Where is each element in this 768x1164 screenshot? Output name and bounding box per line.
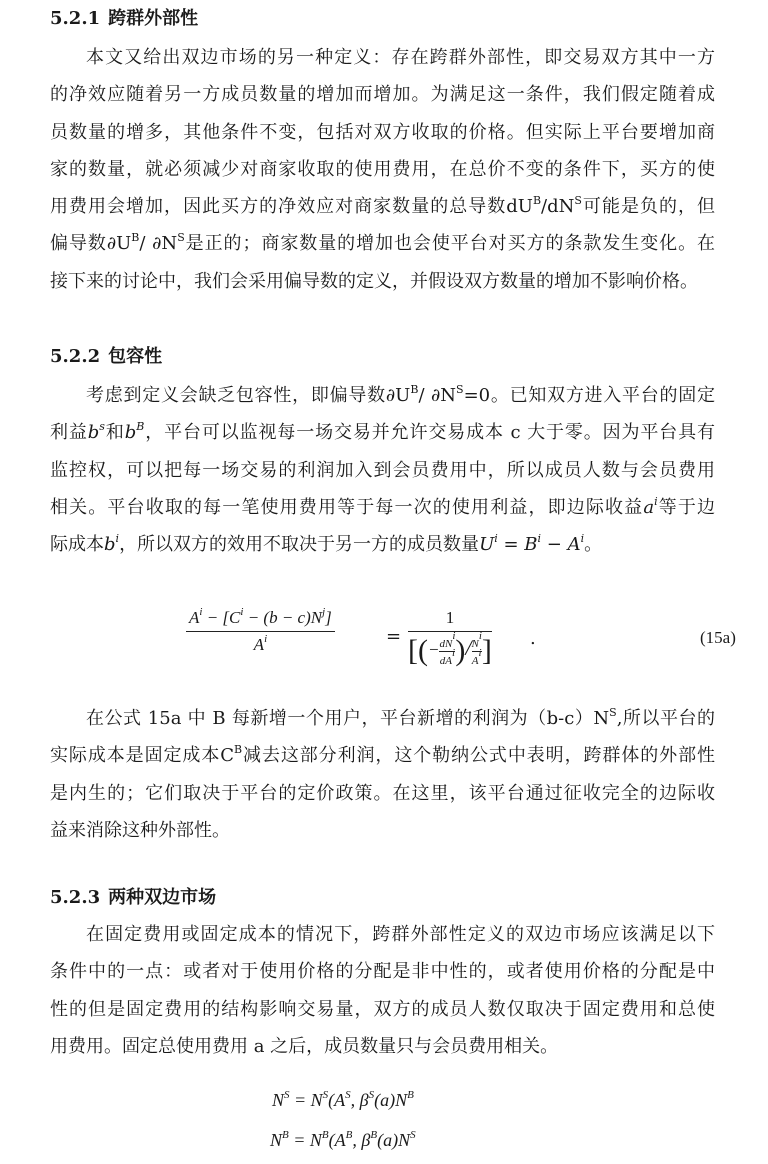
paragraph-inclusiveness: 考虑到定义会缺乏包容性，即偏导数$\partial U^B/$ $\partial N^S=0$。已知双方进入平台的固定 利益$b^s$和$b^B$，平台可以监视每一场交易并允许交易成本 c 大于零。因为平台具有 监控权，可以把每一场交易的利润加入到会员费用中，所以成员人数与会员费用 相关。平台收取的每一笔使用费用等于每一次的使用利益，即边际收益$a^i$等于边 际成本$b^i$，所以双方的效用不取决于另一方的成员数量$U^i = B^i - A^i$。 xyxy=(50,383,716,556)
section-heading-5-2-2: 5.2.2 包容性 xyxy=(50,346,163,367)
line-partial-derivative: 偏导数$\partial U^B/$ $\partial N^S$是正的；商家数量的增加也会使平台对买方的条款发生变化。在 xyxy=(50,231,716,255)
paragraph-two-sided-markets: 在固定费用或固定成本的情况下，跨群外部性定义的双边市场应该满足以下 条件中的一点：或者对于使用价格的分配是非中性的，或者使用价格的分配是中 性的但是固定费用的结构影响交易量，双方的成员人数仅取决于固定费用和总使 用费用。固定总使用费用 a 之后，成员数量只与会员费用相关。 xyxy=(50,924,715,1057)
paragraph-cross-group-externality: 本文又给出双边市场的另一种定义：存在跨群外部性，即交易双方其中一方 的净效应随着另一方成员数量的增加而增加。为满足这一条件，我们假定随着成 员数量的增多，其他条件不变，包括对双方收取的价格。但实际上平台要增加商 家的数量，就必须减少对商家收取的使用费用，在总价不变的条件下，买方的使 用费用会增加，因此买方的净效应对商家数量的总导数$dU^B/dN^S$可能是负的，但 偏导数$\partial U^B/$ $\partial N^S$是正的；商家数量的增加也会使平台对买方的条款发生变化。在 接下来的讨论中，我们会采用偏导数的定义，并假设双方数量的增加不影响价格。 xyxy=(50,47,716,292)
section-heading-5-2-3: 5.2.3 两种双边市场 xyxy=(50,887,217,908)
lerner-fraction-lhs: $A^i - [C^i - (b - c)N^j]$ $A^i$ xyxy=(186,608,335,655)
section-heading-5-2-1: 5.2.1 跨群外部性 xyxy=(50,8,199,29)
equation-buyer-membership: $N^B = N^B(A^B$, $\beta^B(a)N^S$ xyxy=(270,1129,416,1150)
equation-seller-membership: $N^S = N^S(A^S$, $\beta^S(a)N^B$ xyxy=(272,1089,414,1110)
line-total-derivative: 用费用会增加，因此买方的净效应对商家数量的总导数$dU^B/dN^S$可能是负的，但 xyxy=(50,194,715,218)
lerner-fraction-rhs: 1 [(− $\frac{dN^i}{dA^i}$ )/ $\frac{N^i}{A^i}$ ] xyxy=(408,608,492,668)
paragraph-lerner-formula: 在公式 15a 中 B 每新增一个用户，平台新增的利润为$(b-c)N^S$,所以平台的 实际成本是固定成本$C^B$减去这部分利润，这个勒纳公式中表明，跨群体的外部性 是内生的；它们取决于平台的定价政策。在这里，该平台通过征收完全的边际收 益来消除这种外部性。 xyxy=(50,706,715,841)
equation-15a: $A^i - [C^i - (b - c)N^j]$ $A^i$ = 1 [(− $\frac{dN^i}{dA^i}$ )/ $\frac{N^i}{A^i}$ ] . (15a) xyxy=(0,606,768,684)
equation-number: (15a) xyxy=(700,628,736,647)
